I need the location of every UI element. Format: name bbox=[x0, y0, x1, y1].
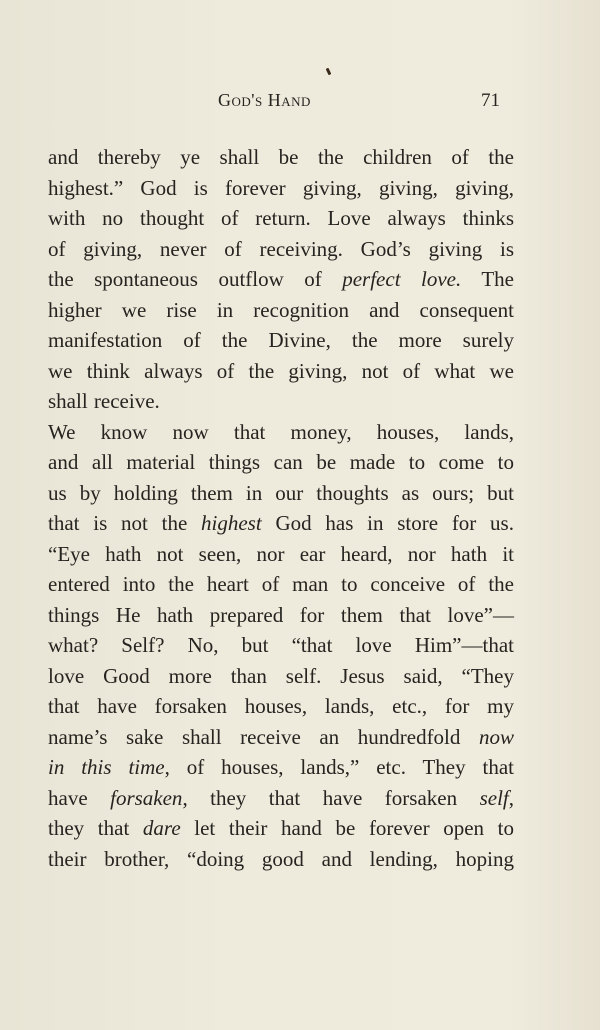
text-segment: God has in store for us. bbox=[261, 511, 514, 535]
text-line bbox=[48, 844, 514, 875]
text-line bbox=[48, 325, 514, 356]
running-title: God's Hand bbox=[218, 90, 311, 110]
text-line bbox=[48, 447, 514, 478]
text-segment: shall receive. bbox=[48, 389, 160, 413]
text-line bbox=[48, 600, 514, 631]
text-segment: “Eye hath not seen, nor ear heard, nor hath it bbox=[48, 541, 514, 566]
text-segment: that is not the bbox=[48, 511, 202, 535]
text-segment: and all material things can be made to come to bbox=[48, 450, 514, 474]
text-segment: that have forsaken houses, lands, etc., for my bbox=[48, 694, 514, 718]
text-segment: what? Self? No, but “that love Him”—that bbox=[48, 633, 514, 657]
text-segment: and thereby ye shall be the children of the bbox=[48, 145, 514, 169]
text-line bbox=[48, 630, 514, 661]
text-segment: , they that have forsaken bbox=[182, 785, 480, 810]
italic-text: forsaken bbox=[110, 785, 183, 810]
text-segment: things He hath prepared for them that love”— bbox=[48, 602, 514, 627]
text-line bbox=[48, 142, 514, 173]
text-line bbox=[48, 752, 514, 783]
text-segment: love Good more than self. Jesus said, “They bbox=[48, 663, 514, 688]
text-line bbox=[48, 661, 514, 692]
text-segment: have bbox=[48, 785, 111, 810]
text-line bbox=[48, 173, 514, 204]
body-text bbox=[48, 142, 514, 874]
text-segment: we think always of the giving, not of what we bbox=[48, 358, 514, 383]
text-line bbox=[48, 203, 514, 234]
text-line bbox=[48, 691, 514, 722]
text-segment: of giving, never of receiving. God’s giving is bbox=[48, 236, 514, 261]
text-line bbox=[48, 417, 514, 448]
text-segment: , of houses, lands,” etc. They that bbox=[164, 755, 514, 779]
text-line bbox=[48, 539, 514, 570]
italic-text: now bbox=[478, 724, 514, 749]
text-line bbox=[48, 478, 514, 509]
italic-text: dare bbox=[142, 816, 181, 840]
text-line bbox=[48, 234, 514, 265]
text-segment: We know now that money, houses, lands, bbox=[48, 419, 514, 444]
text-line bbox=[48, 783, 514, 814]
text-segment: the spontaneous outflow of bbox=[48, 267, 343, 291]
ink-speck bbox=[326, 68, 332, 76]
text-line bbox=[48, 386, 514, 417]
text-segment: manifestation of the Divine, the more surely bbox=[48, 328, 514, 352]
text-segment: The bbox=[461, 267, 515, 291]
text-segment: name’s sake shall receive an hundredfold bbox=[48, 724, 479, 749]
text-segment: with no thought of return. Love always thinks bbox=[48, 206, 514, 230]
text-segment: higher we rise in recognition and consequent bbox=[48, 297, 514, 322]
italic-text: self bbox=[479, 785, 509, 810]
text-line bbox=[48, 569, 514, 600]
text-line bbox=[48, 813, 514, 844]
page-header bbox=[0, 90, 600, 116]
text-line bbox=[48, 264, 514, 295]
italic-text: in this time bbox=[48, 755, 165, 779]
text-segment: , bbox=[508, 785, 514, 810]
text-line bbox=[48, 508, 514, 539]
text-segment: they that bbox=[48, 816, 143, 840]
text-segment: let their hand be forever open to bbox=[180, 816, 514, 840]
page-number: 71 bbox=[481, 90, 500, 111]
text-line bbox=[48, 356, 514, 387]
text-segment: highest.” God is forever giving, giving, giving, bbox=[48, 175, 514, 200]
italic-text: perfect love. bbox=[342, 267, 462, 291]
text-line bbox=[48, 722, 514, 753]
text-segment: us by holding them in our thoughts as ours; but bbox=[48, 480, 514, 505]
text-segment: entered into the heart of man to conceive of the bbox=[48, 572, 514, 596]
italic-text: highest bbox=[201, 511, 262, 535]
text-line bbox=[48, 295, 514, 326]
text-segment: their brother, “doing good and lending, hoping bbox=[48, 846, 514, 871]
